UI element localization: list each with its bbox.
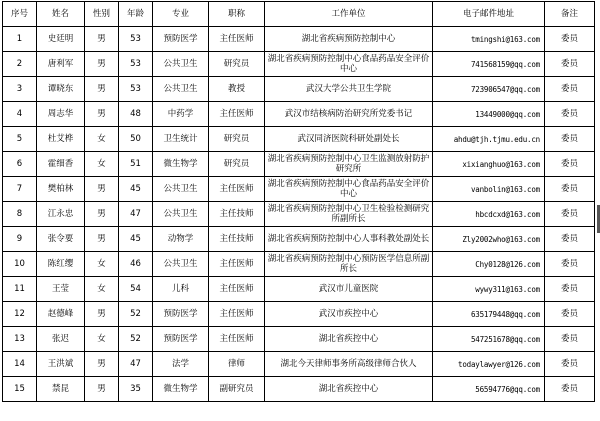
cell-index: 1 bbox=[3, 27, 37, 52]
cell-gender: 男 bbox=[85, 202, 119, 227]
table-row bbox=[3, 277, 595, 302]
cell-email: 635179448@qq.com bbox=[433, 302, 545, 327]
table-row bbox=[3, 302, 595, 327]
cell-note: 委员 bbox=[545, 152, 595, 177]
cell-gender: 男 bbox=[85, 352, 119, 377]
cell-index: 15 bbox=[3, 377, 37, 402]
header-age: 年龄 bbox=[119, 2, 153, 27]
cell-name: 张令要 bbox=[37, 227, 85, 252]
cell-note: 委员 bbox=[545, 77, 595, 102]
cell-major: 公共卫生 bbox=[153, 52, 209, 77]
cell-age: 35 bbox=[119, 377, 153, 402]
cell-note: 委员 bbox=[545, 52, 595, 77]
cell-note: 委员 bbox=[545, 252, 595, 277]
cell-email: Zly2002who@163.com bbox=[433, 227, 545, 252]
cell-age: 52 bbox=[119, 327, 153, 352]
cell-title: 律师 bbox=[209, 352, 265, 377]
cell-major: 公共卫生 bbox=[153, 177, 209, 202]
cell-title: 主任技师 bbox=[209, 227, 265, 252]
cell-gender: 男 bbox=[85, 27, 119, 52]
cell-index: 11 bbox=[3, 277, 37, 302]
cell-title: 主任医师 bbox=[209, 302, 265, 327]
cell-name: 赵德峰 bbox=[37, 302, 85, 327]
cell-org: 湖北省疾病预防控制中心预防医学信息所副所长 bbox=[265, 252, 433, 277]
cell-age: 47 bbox=[119, 352, 153, 377]
cell-note: 委员 bbox=[545, 177, 595, 202]
cell-major: 卫生统计 bbox=[153, 127, 209, 152]
cell-gender: 女 bbox=[85, 327, 119, 352]
cell-email: Chy0128@126.com bbox=[433, 252, 545, 277]
table-row bbox=[3, 202, 595, 227]
cell-major: 微生物学 bbox=[153, 152, 209, 177]
cell-email: 741568159@qq.com bbox=[433, 52, 545, 77]
header-major: 专业 bbox=[153, 2, 209, 27]
cell-index: 12 bbox=[3, 302, 37, 327]
cell-major: 公共卫生 bbox=[153, 202, 209, 227]
cell-name: 禁昆 bbox=[37, 377, 85, 402]
table-row bbox=[3, 127, 595, 152]
table-row bbox=[3, 177, 595, 202]
cell-age: 54 bbox=[119, 277, 153, 302]
cell-title: 副研究员 bbox=[209, 377, 265, 402]
cell-note: 委员 bbox=[545, 27, 595, 52]
cell-email: xixianghuo@163.com bbox=[433, 152, 545, 177]
cell-title: 主任医师 bbox=[209, 252, 265, 277]
cell-index: 2 bbox=[3, 52, 37, 77]
cell-name: 唐利军 bbox=[37, 52, 85, 77]
cell-title: 研究员 bbox=[209, 52, 265, 77]
cell-note: 委员 bbox=[545, 127, 595, 152]
cell-title: 主任医师 bbox=[209, 277, 265, 302]
cell-org: 湖北省疾病预防控制中心卫生监测放射防护研究所 bbox=[265, 152, 433, 177]
cell-email: vanbolin@163.com bbox=[433, 177, 545, 202]
cell-major: 儿科 bbox=[153, 277, 209, 302]
cell-org: 武汉大学公共卫生学院 bbox=[265, 77, 433, 102]
cell-index: 5 bbox=[3, 127, 37, 152]
cell-gender: 男 bbox=[85, 302, 119, 327]
header-note: 备注 bbox=[545, 2, 595, 27]
cell-note: 委员 bbox=[545, 227, 595, 252]
cell-note: 委员 bbox=[545, 377, 595, 402]
cell-age: 48 bbox=[119, 102, 153, 127]
cell-title: 主任医师 bbox=[209, 177, 265, 202]
cell-gender: 女 bbox=[85, 277, 119, 302]
cell-name: 史廷明 bbox=[37, 27, 85, 52]
cell-org: 湖北今天律师事务所高级律师合伙人 bbox=[265, 352, 433, 377]
cell-email: hbcdcxd@163.com bbox=[433, 202, 545, 227]
member-table bbox=[2, 1, 595, 402]
cell-title: 研究员 bbox=[209, 127, 265, 152]
cell-index: 14 bbox=[3, 352, 37, 377]
cell-age: 53 bbox=[119, 52, 153, 77]
cell-org: 湖北省疾病预防控制中心 bbox=[265, 27, 433, 52]
cell-gender: 男 bbox=[85, 52, 119, 77]
cell-note: 委员 bbox=[545, 102, 595, 127]
table-row bbox=[3, 377, 595, 402]
cell-major: 预防医学 bbox=[153, 327, 209, 352]
table-row bbox=[3, 352, 595, 377]
cell-index: 6 bbox=[3, 152, 37, 177]
cell-index: 7 bbox=[3, 177, 37, 202]
cell-org: 武汉市儿童医院 bbox=[265, 277, 433, 302]
cell-note: 委员 bbox=[545, 202, 595, 227]
cell-org: 湖北省疾病预防控制中心人事科教处副处长 bbox=[265, 227, 433, 252]
cell-gender: 女 bbox=[85, 252, 119, 277]
cell-major: 法学 bbox=[153, 352, 209, 377]
table-row bbox=[3, 27, 595, 52]
cell-index: 10 bbox=[3, 252, 37, 277]
cell-index: 4 bbox=[3, 102, 37, 127]
cell-age: 53 bbox=[119, 27, 153, 52]
cell-major: 中药学 bbox=[153, 102, 209, 127]
cell-name: 杜艾桦 bbox=[37, 127, 85, 152]
header-title: 职称 bbox=[209, 2, 265, 27]
cell-title: 主任医师 bbox=[209, 27, 265, 52]
table-row bbox=[3, 227, 595, 252]
table-row bbox=[3, 152, 595, 177]
cell-gender: 男 bbox=[85, 227, 119, 252]
cell-age: 50 bbox=[119, 127, 153, 152]
cell-name: 江永忠 bbox=[37, 202, 85, 227]
header-org: 工作单位 bbox=[265, 2, 433, 27]
cell-major: 预防医学 bbox=[153, 302, 209, 327]
cell-email: 56594776@qq.com bbox=[433, 377, 545, 402]
header-index: 序号 bbox=[3, 2, 37, 27]
cell-gender: 男 bbox=[85, 77, 119, 102]
header-email: 电子邮件地址 bbox=[433, 2, 545, 27]
table-row bbox=[3, 102, 595, 127]
cell-title: 教授 bbox=[209, 77, 265, 102]
table-row bbox=[3, 327, 595, 352]
table-row bbox=[3, 52, 595, 77]
cell-index: 13 bbox=[3, 327, 37, 352]
cell-name: 樊柏林 bbox=[37, 177, 85, 202]
cell-age: 51 bbox=[119, 152, 153, 177]
cell-email: tmingshi@163.com bbox=[433, 27, 545, 52]
cell-org: 武汉市疾控中心 bbox=[265, 302, 433, 327]
header-name: 姓名 bbox=[37, 2, 85, 27]
cell-age: 46 bbox=[119, 252, 153, 277]
cell-major: 公共卫生 bbox=[153, 252, 209, 277]
header-gender: 性别 bbox=[85, 2, 119, 27]
cell-index: 8 bbox=[3, 202, 37, 227]
cell-major: 动物学 bbox=[153, 227, 209, 252]
cell-email: 723906547@qq.com bbox=[433, 77, 545, 102]
cell-name: 霍细香 bbox=[37, 152, 85, 177]
cell-name: 王洪斌 bbox=[37, 352, 85, 377]
cell-note: 委员 bbox=[545, 327, 595, 352]
table-row bbox=[3, 252, 595, 277]
cell-org: 湖北省疾病预防控制中心食品药品安全评价中心 bbox=[265, 177, 433, 202]
cell-major: 预防医学 bbox=[153, 27, 209, 52]
cell-note: 委员 bbox=[545, 302, 595, 327]
cell-title: 主任技师 bbox=[209, 202, 265, 227]
cell-note: 委员 bbox=[545, 352, 595, 377]
cell-org: 湖北省疾病预防控制中心卫生检验检测研究所副所长 bbox=[265, 202, 433, 227]
cell-age: 53 bbox=[119, 77, 153, 102]
cell-name: 周志华 bbox=[37, 102, 85, 127]
cell-name: 王莹 bbox=[37, 277, 85, 302]
cell-gender: 女 bbox=[85, 127, 119, 152]
cell-name: 陈红缨 bbox=[37, 252, 85, 277]
cell-gender: 男 bbox=[85, 377, 119, 402]
cell-name: 张迟 bbox=[37, 327, 85, 352]
cell-note: 委员 bbox=[545, 277, 595, 302]
cell-org: 湖北省疾控中心 bbox=[265, 377, 433, 402]
cell-org: 湖北省疾控中心 bbox=[265, 327, 433, 352]
cell-major: 公共卫生 bbox=[153, 77, 209, 102]
table-row bbox=[3, 77, 595, 102]
cell-org: 武汉市结核病防治研究所党委书记 bbox=[265, 102, 433, 127]
cell-title: 主任医师 bbox=[209, 327, 265, 352]
cell-email: 547251678@qq.com bbox=[433, 327, 545, 352]
cell-email: wywy311@163.com bbox=[433, 277, 545, 302]
cell-age: 45 bbox=[119, 177, 153, 202]
cell-title: 研究员 bbox=[209, 152, 265, 177]
cell-index: 3 bbox=[3, 77, 37, 102]
cell-email: ahdu@tjh.tjmu.edu.cn bbox=[433, 127, 545, 152]
cell-index: 9 bbox=[3, 227, 37, 252]
table-header-row bbox=[3, 2, 595, 27]
cell-title: 主任医师 bbox=[209, 102, 265, 127]
cell-age: 45 bbox=[119, 227, 153, 252]
cell-gender: 男 bbox=[85, 102, 119, 127]
cell-gender: 男 bbox=[85, 177, 119, 202]
cell-age: 52 bbox=[119, 302, 153, 327]
cell-major: 微生物学 bbox=[153, 377, 209, 402]
cell-gender: 女 bbox=[85, 152, 119, 177]
cell-name: 谭晓东 bbox=[37, 77, 85, 102]
cell-org: 湖北省疾病预防控制中心食品药品安全评价中心 bbox=[265, 52, 433, 77]
cell-age: 47 bbox=[119, 202, 153, 227]
cell-email: 13449000@qq.com bbox=[433, 102, 545, 127]
cell-org: 武汉同济医院科研处副处长 bbox=[265, 127, 433, 152]
cell-email: todaylawyer@126.com bbox=[433, 352, 545, 377]
table-body bbox=[3, 27, 595, 402]
